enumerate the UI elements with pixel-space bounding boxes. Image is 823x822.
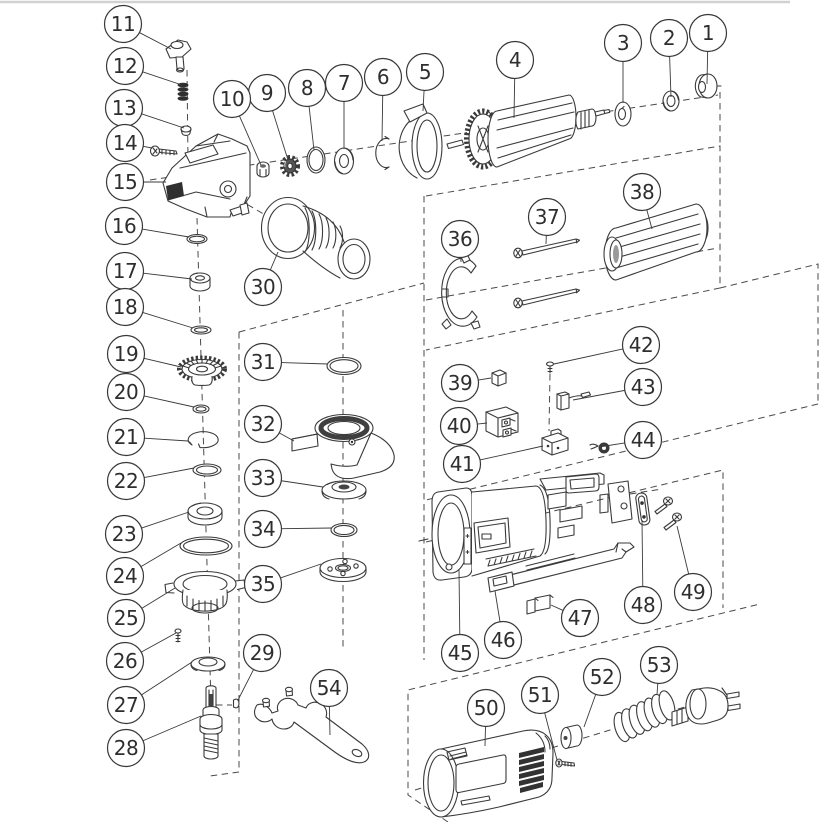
leader-line-12: [143, 72, 182, 85]
balloon-number-10: 10: [219, 87, 245, 111]
part-24-o-ring-drawing: [180, 537, 232, 555]
balloon-30: [245, 269, 282, 306]
part-33-inner-flange-drawing: [322, 481, 366, 499]
part-14-screw-drawing: [151, 146, 178, 156]
balloon-number-5: 5: [418, 60, 432, 84]
leader-line-17: [143, 273, 192, 279]
balloon-28: [108, 730, 145, 767]
balloon-53: [641, 647, 678, 684]
balloon-number-54: 54: [316, 676, 342, 700]
balloon-number-15: 15: [112, 170, 138, 194]
part-18-washer-drawing: [191, 326, 211, 334]
part-7-bearing-drawing: [335, 148, 354, 174]
balloon-42: [623, 327, 660, 364]
part-49-screws-drawing: [655, 497, 682, 530]
dashed-mid-group-foot: [210, 772, 239, 776]
part-28-spindle-drawing: [200, 686, 222, 759]
leader-line-9: [273, 111, 288, 160]
leader-line-1: [707, 51, 708, 84]
part-41-switch-drawing: [542, 429, 568, 455]
balloon-31: [245, 344, 282, 381]
balloon-8: [289, 70, 326, 107]
balloon-52: [584, 659, 621, 696]
leader-line-52: [584, 694, 596, 727]
part-34-o-ring-drawing: [331, 524, 357, 537]
balloon-number-16: 16: [111, 214, 137, 238]
part-31-o-ring-drawing: [327, 358, 361, 375]
balloon-number-51: 51: [527, 683, 553, 707]
balloon-number-45: 45: [447, 641, 473, 665]
balloon-7: [326, 65, 363, 102]
balloon-29: [244, 635, 281, 672]
balloon-47: [562, 600, 599, 637]
balloon-24: [107, 558, 144, 595]
balloon-number-32: 32: [250, 412, 276, 436]
balloon-16: [106, 208, 143, 245]
balloon-number-13: 13: [111, 96, 137, 120]
leader-line-53: [657, 683, 658, 695]
part-38-stator-drawing: [604, 204, 708, 280]
balloon-2: [651, 20, 688, 57]
part-37-screws-drawing: [514, 239, 580, 308]
leader-line-22: [144, 468, 194, 478]
part-42-screw-drawing: [547, 362, 554, 373]
leader-line-54: [329, 706, 330, 735]
leader-line-50: [485, 726, 486, 746]
part-52-cable-sleeve-drawing: [561, 725, 582, 749]
balloon-number-53: 53: [646, 653, 672, 677]
leader-line-31: [281, 363, 328, 364]
leader-line-18: [143, 312, 193, 328]
leader-line-8: [309, 106, 314, 150]
leader-line-29: [238, 669, 254, 700]
part-54-pin-wrench-drawing: [255, 687, 369, 762]
dashed-screw-42-axis: [549, 374, 550, 431]
leader-line-14: [143, 146, 152, 148]
part-16-o-ring-drawing: [187, 235, 207, 244]
balloon-number-19: 19: [113, 342, 139, 366]
part-51-screw-drawing: [556, 759, 575, 767]
leader-line-25: [142, 588, 175, 608]
balloon-number-50: 50: [473, 696, 499, 720]
balloon-14: [107, 125, 144, 162]
leader-line-28: [143, 716, 201, 741]
part-48-cover-plate-drawing: [635, 492, 650, 525]
part-20-ring-drawing: [193, 405, 209, 413]
balloon-18: [107, 289, 144, 326]
balloon-34: [245, 511, 282, 548]
leader-line-45: [459, 570, 460, 635]
balloon-12: [107, 48, 144, 85]
leader-line-41: [480, 446, 543, 460]
balloon-number-41: 41: [449, 452, 475, 476]
part-1-end-cap-drawing: [695, 74, 721, 98]
leader-line-20: [144, 396, 194, 407]
balloon-number-8: 8: [300, 76, 314, 100]
balloon-22: [108, 463, 145, 500]
balloon-44: [625, 422, 662, 459]
leader-line-26: [141, 633, 176, 652]
balloon-19: [108, 336, 145, 373]
balloon-number-33: 33: [250, 466, 276, 490]
balloon-23: [106, 516, 143, 553]
part-44-adjusting-wheel-drawing: [590, 443, 610, 454]
balloon-21: [108, 419, 145, 456]
balloon-50: [468, 690, 505, 727]
balloon-36: [442, 221, 479, 258]
balloon-41: [444, 446, 481, 483]
leader-line-6: [382, 95, 383, 141]
part-17-bearing-drawing: [190, 273, 210, 291]
balloon-number-24: 24: [112, 564, 138, 588]
balloon-number-52: 52: [589, 665, 615, 689]
leader-line-11: [139, 33, 171, 49]
part-15-gear-housing-drawing: [163, 134, 250, 217]
balloon-number-35: 35: [250, 572, 276, 596]
balloon-37: [529, 199, 566, 236]
leader-line-49: [677, 526, 689, 574]
balloon-number-42: 42: [628, 333, 654, 357]
balloon-5: [407, 54, 444, 91]
leader-line-21: [144, 438, 188, 441]
balloon-number-9: 9: [260, 81, 274, 105]
balloon-number-43: 43: [630, 375, 656, 399]
leader-line-34: [281, 528, 332, 529]
leader-line-48: [642, 520, 643, 587]
balloon-number-37: 37: [534, 205, 560, 229]
balloon-number-28: 28: [113, 736, 139, 760]
balloon-10: [214, 81, 251, 118]
leader-line-39: [478, 378, 491, 380]
balloon-number-1: 1: [701, 21, 715, 45]
balloon-number-49: 49: [680, 580, 706, 604]
balloon-15: [107, 164, 144, 201]
balloon-number-11: 11: [110, 12, 136, 36]
balloon-17: [107, 253, 144, 290]
part-35-clamp-nut-drawing: [320, 559, 366, 582]
dashed-switch-group-right: [720, 264, 818, 404]
balloon-13: [106, 90, 143, 127]
part-23-ball-bearing-drawing: [188, 503, 222, 525]
leader-line-16: [142, 229, 189, 237]
balloon-number-48: 48: [630, 593, 656, 617]
balloon-54: [311, 670, 348, 707]
leader-line-43: [573, 390, 625, 400]
leader-line-24: [141, 543, 181, 567]
balloon-33: [245, 460, 282, 497]
part-43-carbon-brush-drawing: [557, 392, 591, 410]
leader-line-23: [142, 512, 189, 528]
balloon-number-27: 27: [113, 693, 139, 717]
balloon-27: [108, 687, 145, 724]
balloon-51: [522, 677, 559, 714]
balloon-35: [245, 566, 282, 603]
part-8-retaining-ring-drawing: [307, 147, 325, 173]
part-3-washer-drawing: [615, 102, 631, 126]
part-10-spindle-nut-drawing: [257, 162, 269, 177]
balloon-6: [365, 59, 402, 96]
balloon-4: [497, 42, 534, 79]
balloon-9: [249, 75, 286, 112]
part-30-side-handle-drawing: [262, 198, 371, 280]
balloon-number-17: 17: [112, 259, 138, 283]
balloon-43: [625, 369, 662, 406]
balloon-number-46: 46: [490, 628, 516, 652]
part-4-armature-drawing: [447, 95, 610, 167]
part-26-screw-drawing: [175, 629, 181, 642]
leader-line-13: [142, 114, 184, 128]
balloon-number-7: 7: [337, 71, 351, 95]
balloon-1: [690, 15, 727, 52]
balloon-number-6: 6: [376, 65, 390, 89]
balloon-number-36: 36: [447, 227, 473, 251]
balloon-number-38: 38: [629, 180, 655, 204]
part-50-rear-handle-cover-drawing: [424, 730, 554, 817]
balloon-number-26: 26: [112, 649, 138, 673]
balloon-number-20: 20: [113, 380, 139, 404]
balloon-3: [605, 25, 642, 62]
part-12-spring-drawing: [178, 83, 189, 101]
part-39-brush-cap-drawing: [492, 370, 506, 386]
leader-line-19: [144, 358, 181, 367]
balloon-39: [442, 365, 479, 402]
leader-line-32: [279, 433, 294, 441]
part-11-spindle-lock-button-drawing: [166, 40, 191, 72]
balloon-number-22: 22: [113, 469, 139, 493]
balloon-number-25: 25: [113, 606, 139, 630]
part-40-brush-holder-drawing: [486, 407, 518, 437]
leader-line-46: [495, 591, 500, 622]
balloon-45: [442, 635, 479, 672]
balloon-number-3: 3: [616, 31, 630, 55]
balloon-number-2: 2: [662, 26, 676, 50]
part-47-slide-button-drawing: [527, 595, 553, 614]
balloon-32: [245, 406, 282, 443]
balloon-26: [107, 643, 144, 680]
balloon-20: [108, 374, 145, 411]
balloon-11: [105, 6, 142, 43]
balloon-number-39: 39: [447, 371, 473, 395]
balloon-38: [624, 174, 661, 211]
part-27-flange-washer-drawing: [191, 657, 225, 671]
balloon-number-47: 47: [567, 606, 593, 630]
leader-line-27: [142, 662, 192, 695]
leader-line-33: [281, 481, 323, 487]
balloon-number-34: 34: [250, 517, 276, 541]
balloon-number-14: 14: [112, 131, 138, 155]
balloon-48: [625, 587, 662, 624]
leader-line-35: [280, 564, 321, 578]
part-22-washer-drawing: [193, 464, 221, 476]
balloon-number-31: 31: [250, 350, 276, 374]
part-6-circlip-drawing: [376, 137, 389, 170]
balloon-number-23: 23: [111, 522, 137, 546]
balloon-number-44: 44: [630, 428, 656, 452]
leader-line-47: [551, 605, 563, 610]
balloon-49: [675, 574, 712, 611]
part-19-bevel-gear-drawing: [180, 358, 225, 385]
leader-line-42: [554, 349, 623, 364]
balloon-number-12: 12: [112, 54, 138, 78]
balloon-number-29: 29: [249, 641, 275, 665]
part-9-pinion-gear-drawing: [283, 158, 298, 175]
balloon-40: [441, 408, 478, 445]
balloon-46: [485, 622, 522, 659]
balloon-number-4: 4: [508, 48, 522, 72]
balloon-number-30: 30: [250, 275, 276, 299]
balloon-number-18: 18: [112, 295, 138, 319]
balloon-number-21: 21: [113, 425, 139, 449]
balloon-25: [108, 600, 145, 637]
part-53-power-cord-plug-drawing: [611, 688, 740, 744]
part-29-pin-drawing: [234, 699, 240, 708]
balloon-number-40: 40: [446, 414, 472, 438]
part-25-bearing-cover-drawing: [165, 572, 246, 614]
